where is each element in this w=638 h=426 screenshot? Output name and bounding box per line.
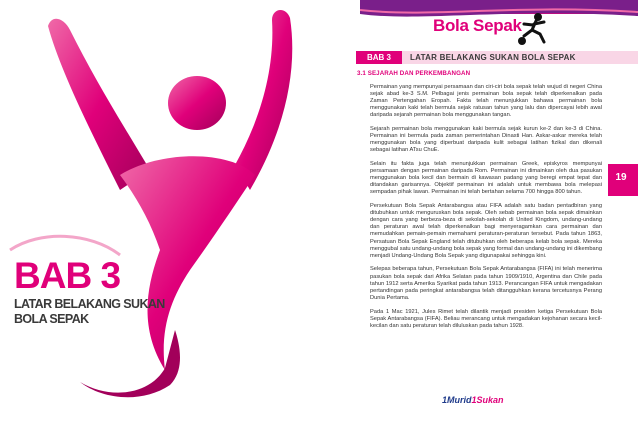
figure-leg <box>80 330 180 397</box>
section-heading: 3.1 SEJARAH DAN PERKEMBANGAN <box>357 70 471 77</box>
chapter-title-line1: LATAR BELAKANG SUKAN <box>14 297 165 311</box>
soccer-player-icon <box>514 12 554 46</box>
figure-head <box>168 76 226 130</box>
paragraph: Selepas beberapa tahun, Persekutuan Bola Sepak Antarabangsa (FIFA) ini telah menerima pasukan bola sepak dari Afrika Selatan pada tahun 1909/1910, Argentina dan Chile pada tahun 1912 serta Amerika Syarikat pada tahun 1913. Perancangan FIFA untuk mengadakan pertandingan pada peringkat antarabangsa telah ditangguhkan kerana tercetusnya Perang Dunia Pertama. <box>370 266 602 301</box>
footer-logo <box>442 395 504 405</box>
page-header-title: Bola Sepak <box>433 16 522 35</box>
paragraph: Sejarah permainan bola menggunakan kaki bermula sejak kurun ke-2 dan ke-3 di China. Permainan ini bermula pada zaman pemerintahan Dinasti Han. Askar-askar mereka telah menggunakan bola yang diperbuat daripada kulit sebagai latihan fizikal dan dikenali sebagai latihan ATsu ChuE. <box>370 126 602 154</box>
figure-torso <box>120 156 255 370</box>
chapter-number-large: BAB 3 <box>14 255 121 296</box>
chapter-title-line2: BOLA SEPAK <box>14 312 89 326</box>
paragraph: Permainan yang mempunyai persamaan dan ciri-ciri bola sepak telah wujud di negeri China sejak abad ke-3 S.M. Pelbagai jenis permainan bola sepak telah diperkenalkan pada Zaman Pertengahan Eropah. Fakta telah menunjukkan bahawa permainan bola menggunakan kaki telah bermula sejak ratusan tahun yang lalu dan dipercayai lebih awal daripada sejarah permainan bola menggunakan tangan. <box>370 84 602 119</box>
logo-text-part1: 1Murid <box>442 395 472 405</box>
body-text-column <box>370 84 602 336</box>
page-number: 19 <box>615 172 627 183</box>
paragraph: Selain itu fakta juga telah menunjukkan permainan Greek, episkyros mempunyai persamaan dengan permainan daripada Rom. Permainan ini dimainkan oleh dua pasukan menggunakan bola kecil dan bermain di kawasan padang yang beregi empat tepat dan ditandakan garisannya. Objektif permainan ini adalah untuk membawa bola melepasi sempadan pihak lawan. Permainan ini telah bertahan selama 700 hingga 800 tahun. <box>370 161 602 196</box>
figure-right-arm <box>235 10 292 190</box>
logo-text-part2: 1Sukan <box>471 395 504 405</box>
figure-swirl <box>10 236 120 255</box>
chapter-heading: LATAR BELAKANG SUKAN BOLA SEPAK <box>410 53 576 62</box>
figure-left-arm <box>48 19 150 190</box>
chapter-tag: BAB 3 <box>356 51 402 64</box>
paragraph: Persekutuan Bola Sepak Antarabangsa atau FIFA adalah satu badan pentadbiran yang ditubuhkan untuk menguruskan bola sepak. Oleh sebab permainan bola sepak dimainkan dengan cara yang berbeza-beza di sekolah-sekolah di United Kingdom, undang-undang dan peraturan awal telah diperkenalkan bagi menyeragamkan cara permainan dan memudahkan pemain-pemain memahami peraturan-peraturan tersebut. Pada tahun 1863, Persatuan Bola Sepak England telah ditubuhkan oleh beberapa kelab bola sepak. Mereka menggubal satu undang-undang bola sepak yang formal dan undang-undang ini dikembang menjadi Undang-Undang Bola Sepak yang digunapakai sehingga kini. <box>370 203 602 259</box>
chapter-title-cover <box>14 297 174 327</box>
paragraph: Pada 1 Mac 1921, Jules Rimet telah dilantik menjadi presiden ketiga Persekutuan Bola Sepak Antarabangsa (FIFA). Beliau merancang untuk mengadakan kejohanan secara kecil-kecilan dan satu peraturan telah diluluskan pada tahun 1928. <box>370 308 602 329</box>
